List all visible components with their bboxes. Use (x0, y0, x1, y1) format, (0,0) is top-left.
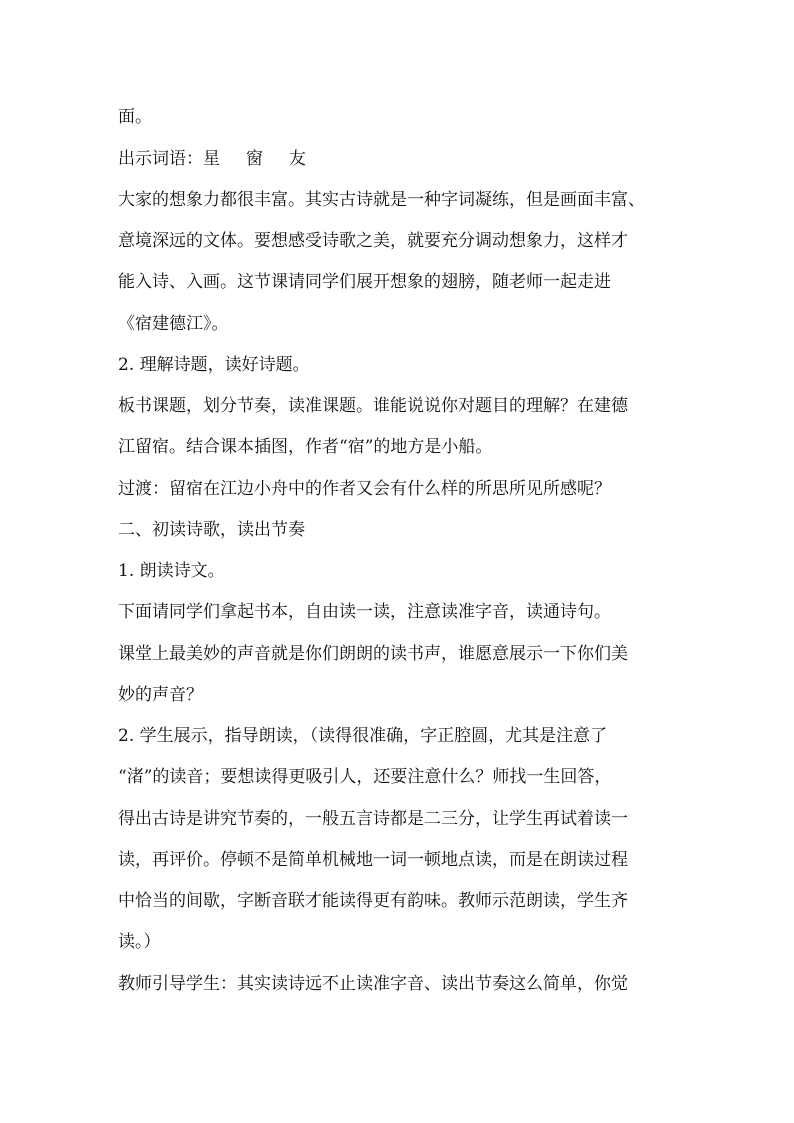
text-line: 妙的声音？ (118, 685, 203, 705)
section-heading: 2. 理解诗题，读好诗题。 (118, 355, 310, 375)
section-heading: 1. 朗读诗文。 (118, 561, 225, 581)
text-line: 中恰当的间歇，字断音联才能读得更有韵味。教师示范朗读，学生齐 (118, 891, 628, 911)
text-line: 课堂上最美妙的声音就是你们朗朗的读书声，谁愿意展示一下你们美 (118, 644, 628, 664)
text-line: 教师引导学生：其实读诗远不止读准字音、读出节奏这么简单，你觉 (118, 974, 628, 994)
text-line: 读，再评价。停顿不是简单机械地一词一顿地点读，而是在朗读过程 (118, 850, 628, 870)
text-line: 面。 (118, 107, 152, 127)
vocab-word: 窗 (246, 149, 263, 169)
text-line: 意境深远的文体。要想感受诗歌之美，就要充分调动想象力，这样才 (118, 231, 628, 251)
text-line: 得出古诗是讲究节奏的，一般五言诗都是二三分，让学生再试着读一 (118, 809, 628, 829)
text-line: 大家的想象力都很丰富。其实古诗就是一种字词凝练，但是画面丰富、 (118, 190, 645, 210)
text-line: 下面请同学们拿起书本，自由读一读，注意读准字音，读通诗句。 (118, 602, 611, 622)
text-line: 江留宿。结合课本插图，作者“宿”的地方是小船。 (118, 437, 493, 457)
text-line: 板书课题，划分节奏，读准课题。谁能说说你对题目的理解？在建德 (118, 396, 628, 416)
text-line: 《宿建德江》。 (118, 314, 229, 334)
text-line: 能入诗、入画。这节课请同学们展开想象的翅膀，随老师一起走进 (118, 272, 611, 292)
vocab-word: 友 (289, 149, 306, 169)
vocab-line: 出示词语：星 窗 友 (118, 149, 306, 169)
text-line: 过渡：留宿在江边小舟中的作者又会有什么样的所思所见所感呢？ (118, 479, 611, 499)
text-line: “渚”的读音；要想读得更吸引人，还要注意什么？师找一生回答， (118, 767, 612, 787)
section-heading: 二、初读诗歌，读出节奏 (118, 520, 305, 540)
text-line: 读。） (118, 932, 161, 952)
text-line: 2. 学生展示，指导朗读，（读得很准确，字正腔圆，尤其是注意了 (118, 726, 608, 746)
